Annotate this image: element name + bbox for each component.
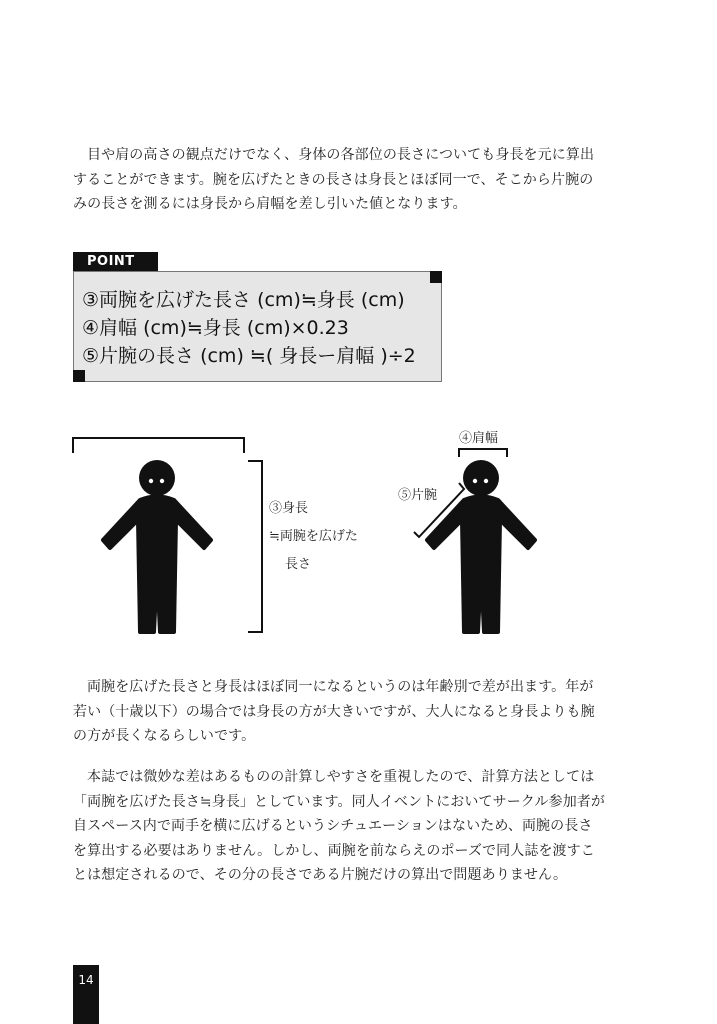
figure-right [427,460,535,632]
age-paragraph: 両腕を広げた長さと身長はほぼ同一になるというのは年齢別で差が出ます。年が若い（十歳以下）の場合では身長の方が大きいですが、大人になると身長よりも腕の方が長くなるらしいです。 [73,679,595,744]
height-label: ③身長 [269,501,309,516]
formula-arm-span: ③両腕を広げた長さ (cm)≒身長 (cm) [82,289,405,311]
shoulder-width-label: ④肩幅 [459,431,499,446]
arm-span-bracket [73,438,244,453]
height-bracket [248,461,262,632]
formula-single-arm: ⑤片腕の長さ (cm) ≒( 身長ー肩幅 )÷2 [82,345,416,367]
calculation-paragraph: 本誌では微妙な差はあるものの計算しやすさを重視したので、計算方法としては「両腕を広げた長さ≒身長」としています。同人イベントにおいてサークル参加者が自スペース内で両手を横に広げるというシチュエーションはないため、両腕の長さを算出する必要はありません。しかし、両腕を前ならえのポーズで同人誌を渡すことは想定されるので、その分の長さである片腕だけの算出で問題ありません。 [73,769,605,883]
height-label-2: ≒両腕を広げた [269,529,358,544]
height-label-3: 長さ [285,557,312,572]
single-arm-label: ⑤片腕 [398,488,438,503]
point-label: POINT [73,252,158,272]
formula-shoulder-width: ④肩幅 (cm)≒身長 (cm)×0.23 [82,317,349,339]
page-number: 14 [73,965,99,1024]
shoulder-bracket [459,449,507,457]
figure-left [103,460,211,632]
intro-paragraph: 目や肩の高さの観点だけでなく、身体の各部位の長さについても身長を元に算出することができます。腕を広げたときの長さは身長とほぼ同一で、そこから片腕のみの長さを測るには身長から肩幅を差し引いた値となります。 [73,147,595,212]
